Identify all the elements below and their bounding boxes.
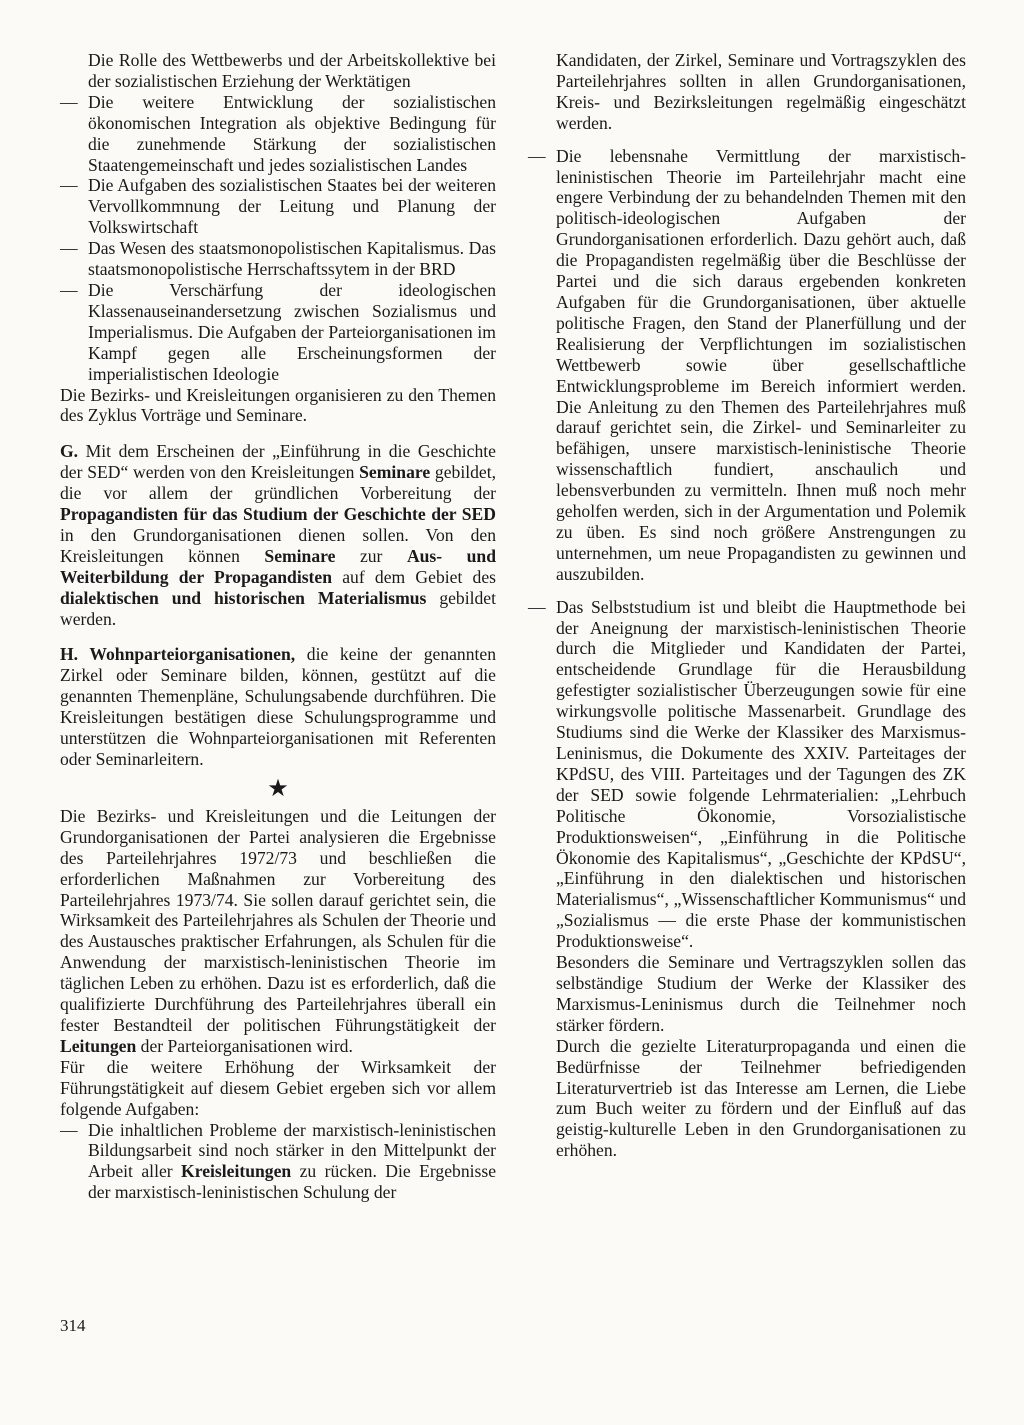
list-item-text: Das Selbststudium ist und bleibt die Hauptmethode bei der Aneignung der marxistisch-leninistischen Theorie durch die Mitglieder und Kandidaten der Partei, entscheidende Grundlage für die Herausbildung gefestigter sozialistischer Überzeugungen sowie für eine wirkungsvolle politische Massenarbeit. Grundlage des Studiums sind die Werke der Klassiker des Marxismus-Leninismus, die Dokumente des XXIV. Parteitages der KPdSU, des VIII. Parteitages und der Tagungen des ZK der SED sowie folgende Lehrmaterialien: „Lehrbuch Politische Ökonomie, Vorsozialistische Produktionsweisen“, „Einführung in die Politische Ökonomie des Kapitalismus“, „Geschichte der KPdSU“, „Einführung in den dialektischen und historischen Materialismus“, „Wissenschaftlicher Kommunismus“ und „Sozialismus — die erste Phase der kommunistischen Produktionsweise“. (556, 596, 966, 952)
bold-run: Kreisleitungen (181, 1161, 292, 1182)
paragraph-seminare: Besonders die Seminare und Vertragszyklen sollen das selbständige Studium der Werke der Klassiker des Marxismus-Leninismus durch die Teilnehmer noch stärker fördern. (556, 952, 966, 1035)
page-number: 314 (60, 1316, 86, 1335)
text-run: Die Bezirks- und Kreisleitungen und die Leitungen der Grundorganisationen der Partei analysieren die Ergebnisse des Parteilehrjahres 1972/73 und beschließen die erforderlichen Maßnahmen zur Vorbereitung des Parteilehrjahres 1973/74. Sie sollen darauf gerichtet sein, die Wirksamkeit des Parteilehrjahres als Schulen der Theorie und des Austausches praktischer Erfahrungen, als Schulen für die Anwendung der marxistisch-leninistischen Theorie im täglichen Leben zu erhöhen. Dazu ist es erforderlich, daß die qualifizierte Durchführung des Parteilehrjahres überall ein fester Bestandteil der politischen Führungstätigkeit der (60, 805, 496, 1035)
dash-marker: — (60, 1119, 78, 1140)
text-run: Mit dem Erscheinen der „Einführung in die Geschichte der SED“ werden von den Kreisleitungen (60, 441, 496, 483)
paragraph-h (60, 644, 496, 769)
text-run: gebildet, die vor allem der gründlichen Vorbereitung der (60, 462, 496, 504)
list-item-text: Die Aufgaben des sozialistischen Staates bei der weiteren Vervollkommnung der Leitung und Planung der Volkswirtschaft (88, 175, 496, 238)
bold-run: Leitungen (60, 1035, 137, 1056)
list-item-text: Das Wesen des staatsmonopolistischen Kapitalismus. Das staatsmonopolistische Herrschaftssytem in der BRD (88, 238, 496, 280)
bold-run: dialektischen und historischen Materialismus (60, 587, 427, 608)
dash-marker: — (528, 145, 546, 166)
list-item-continued: Die Rolle des Wettbewerbs und der Arbeitskollektive bei der sozialistischen Erziehung der Werktätigen (88, 50, 496, 91)
paragraph-zyklus: Die Bezirks- und Kreisleitungen organisieren zu den Themen des Zyklus Vorträge und Seminare. (60, 384, 496, 426)
dash-marker: — (60, 238, 78, 259)
section-letter-g: G. (60, 441, 79, 462)
dash-marker: — (60, 279, 78, 300)
section-heading-h: H. Wohnparteiorganisationen, (60, 644, 296, 665)
text-run: die keine der genannten Zirkel oder Seminare bilden, können, gestützt auf die genannten Themenpläne, Schulungsabende durchführen. Die Kreisleitungen bestätigen diese Schulungsprogramme und unterstützen die Wohnparteiorganisationen mit Referenten oder Seminarleitern. (60, 644, 497, 769)
dash-marker: — (60, 175, 78, 196)
text-run: in den Grundorganisationen dienen sollen. Von den Kreisleitungen können (60, 524, 496, 566)
list-item-text: Die weitere Entwicklung der sozialistischen ökonomischen Integration als objektive Bedingung für die zunehmende Stärkung der sozialistischen Staatengemeinschaft und jedes sozialistischen Landes (88, 91, 496, 175)
paragraph-analyse (60, 806, 496, 1057)
list-item-text: Die Verschärfung der ideologischen Klassenauseinandersetzung zwischen Sozialismus und Imperialismus. Die Aufgaben der Parteiorganisationen im Kampf gegen alle Erscheinungsformen der imperialistischen Ideologie (88, 279, 496, 384)
paragraph-aufgaben: Für die weitere Erhöhung der Wirksamkeit der Führungstätigkeit auf diesem Gebiet ergeben sich vor allem folgende Aufgaben: (60, 1056, 496, 1119)
dash-marker: — (60, 91, 78, 112)
text-run: zu rücken. Die Ergebnisse der marxistisch-leninistischen Schulung der (88, 1161, 497, 1203)
list-item-continued: Kandidaten, der Zirkel, Seminare und Vortragszyklen des Parteilehrjahres sollten in allen Grundorganisationen, Kreis- und Bezirksleitungen regelmäßig eingeschätzt werden. (556, 50, 966, 133)
left-column (60, 50, 496, 1203)
list-item (60, 238, 496, 280)
right-column (528, 50, 966, 1161)
bold-run: Seminare (264, 545, 336, 566)
paragraph-g (60, 441, 496, 629)
paragraph-literatur: Durch die gezielte Literaturpropaganda und einen die Bedürfnisse der Teilnehmer befriedigenden Literaturvertrieb ist das Interesse am Lernen, die Liebe zum Buch weiter zu fördern und der Einfluß auf das geistig-kulturelle Leben in den Grundorganisationen zu erhöhen. (556, 1035, 966, 1161)
dash-marker: — (528, 596, 546, 617)
list-item (528, 146, 966, 585)
text-run: der Parteiorganisationen wird. (136, 1035, 353, 1056)
text-run: auf dem Gebiet des (332, 566, 497, 587)
list-item (60, 1120, 496, 1204)
bold-run: Seminare (359, 462, 431, 483)
text-run: zur (335, 545, 407, 566)
list-item (60, 175, 496, 238)
star-separator: ★ (267, 775, 289, 802)
list-item (60, 92, 496, 176)
list-item (528, 597, 966, 952)
bold-run: Propagandisten für das Studium der Geschichte der SED (60, 504, 496, 525)
text-run: gebildet werden. (60, 587, 496, 629)
list-item-text: Die lebensnahe Vermittlung der marxistisch-leninistischen Theorie im Parteilehrjahr macht eine engere Verbindung der zu behandelnden Themen mit den politisch-ideologischen Aufgaben der Grundorganisationen erforderlich. Dazu gehört auch, daß die Propagandisten regelmäßig über die Beschlüsse der Partei und die sich daraus ergebenden konkreten Aufgaben für die Grundorganisationen, über aktuelle politische Fragen, den Stand der Planerfüllung und der Realisierung der Verpflichtungen im sozialistischen Wettbewerb sowie über gesellschaftliche Entwicklungsprobleme im Bereich informiert werden. Die Anleitung zu den Themen des Parteilehrjahres muß darauf gerichtet sein, die Zirkel- und Seminarleiter zu befähigen, unsere marxistisch-leninistische Theorie wissenschaftlich fundiert, anschaulich und lebensverbunden zu vermitteln. Ihnen muß noch mehr geholfen werden, sich in der Argumentation und Polemik zu üben. Es sind noch größere Anstrengungen zu unternehmen, um neue Propagandisten zu gewinnen und auszubilden. (556, 145, 966, 584)
bold-run: Aus- und Weiterbildung der Propagandisten (60, 545, 497, 587)
text-run: Die inhaltlichen Probleme der marxistisch-leninistischen Bildungsarbeit sind noch stärker in den Mittelpunkt der Arbeit aller (88, 1119, 496, 1182)
list-item (60, 280, 496, 385)
